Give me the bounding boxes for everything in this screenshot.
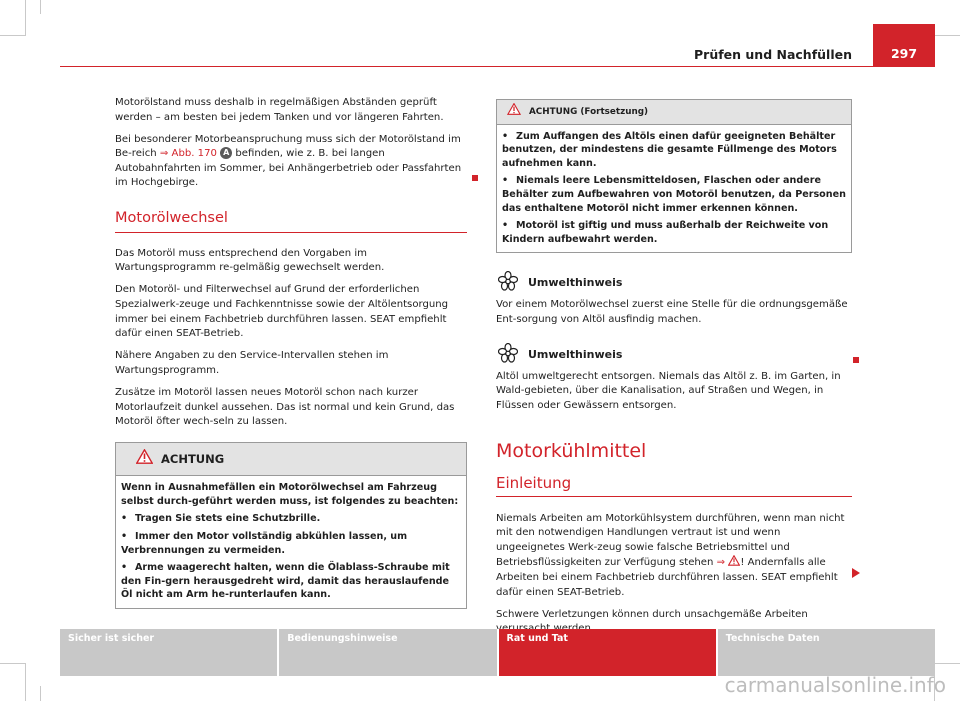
section-title: Motorölwechsel: [115, 211, 467, 233]
crop-mark: [934, 35, 960, 36]
warning-item-text: Tragen Sie stets eine Schutzbrille.: [135, 513, 321, 525]
flower-icon: [498, 271, 518, 296]
paragraph-text: befinden, wie z. B. bei langen Autobahnfahrten im Sommer, bei Anhängerbetrieb oder Passfahrten im Hochgebirge.: [115, 148, 462, 189]
left-column: [115, 96, 467, 609]
warning-header: [497, 100, 851, 125]
footer-nav: [60, 629, 935, 676]
warning-continued-box: [496, 99, 852, 253]
warning-item-text: Arme waagerecht halten, wenn die Ölablass-Schraube mit den Fin-gern herausgedreht wird, damit das herauslaufende Öl nicht am Arm he-runterlaufen kann.: [121, 562, 450, 601]
chapter-title: Motorkühlmittel: [496, 439, 647, 462]
bullet: •: [121, 513, 128, 525]
warning-label: ACHTUNG: [161, 451, 225, 466]
paragraph-text: Bei besonderer Motorbeanspruchung muss sich der Motorölstand im Be-reich: [115, 133, 461, 160]
marker-a: A: [220, 147, 232, 159]
page-number-tab: [873, 24, 935, 67]
warning-item-text: Niemals leere Lebensmitteldosen, Flaschen oder andere Behälter zum Aufbewahren von Motoröl benutzen, da Personen das enthaltene Motoröl nicht immer erkennen können.: [502, 175, 846, 214]
warning-reference-link[interactable]: [717, 557, 741, 568]
warning-item: [121, 512, 461, 526]
warning-item: [502, 219, 846, 246]
warning-item: [121, 530, 461, 557]
bullet: •: [121, 531, 128, 543]
flower-icon: [498, 343, 518, 368]
warning-box: [115, 442, 467, 609]
paragraph: Das Motoröl muss entsprechend den Vorgaben im Wartungsprogramm re-gelmäßig gewechselt werden.: [115, 247, 385, 274]
crop-mark: [25, 0, 26, 36]
warning-item: [502, 174, 846, 215]
section-end-marker: [472, 175, 478, 181]
warning-item: [121, 561, 461, 602]
footer-tab-technische-daten[interactable]: Technische Daten: [718, 629, 935, 676]
section-end-marker: [853, 357, 859, 363]
crop-mark: [934, 663, 960, 664]
reference-arrow: ⇒: [716, 557, 726, 569]
warning-item-text: Immer den Motor vollständig abkühlen lassen, um Verbrennungen zu vermeiden.: [121, 531, 408, 556]
bullet: •: [121, 562, 128, 574]
warning-intro: Wenn in Ausnahmefällen ein Motorölwechsel am Fahrzeug selbst durch-geführt werden muss, ist folgendes zu beachten:: [121, 482, 459, 507]
page-number: 297: [890, 46, 918, 61]
paragraph: Zusätze im Motoröl lassen neues Motoröl schon nach kurzer Motorlaufzeit dunkel aussehen. Das ist normal und kein Grund, das Motoröl öfter wech-seln zu lassen.: [115, 386, 455, 428]
right-column: [496, 99, 852, 644]
footer-tab-bedienungshinweise[interactable]: Bedienungshinweise: [279, 629, 498, 676]
warning-triangle-icon: [507, 103, 521, 121]
paragraph: [115, 133, 467, 191]
crop-mark: [0, 663, 26, 664]
figure-reference-link[interactable]: ⇒ Abb. 170: [159, 148, 217, 160]
crop-mark: [25, 663, 26, 701]
paragraph: Nähere Angaben zu den Service-Intervallen stehen im Wartungsprogramm.: [115, 350, 389, 376]
paragraph-text: Niemals Arbeiten am Motorkühlsystem durchführen, wenn man nicht mit den notwendigen Handlungen vertraut ist und wenn ungeeignetes Werk-zeug sowie falsche Betriebsmittel und Betriebsflüssigkeiten zur Verfügung stehen: [496, 512, 845, 569]
warning-body: [116, 476, 466, 608]
environment-note-header: [496, 271, 852, 296]
warning-item-text: Motoröl ist giftig und muss außerhalb der Reichweite von Kindern aufbewahrt werden.: [502, 220, 829, 245]
warning-triangle-icon: [728, 555, 740, 566]
footer-tab-sicher-ist-sicher[interactable]: Sicher ist sicher: [60, 629, 279, 676]
header-rule: [60, 66, 935, 67]
environment-note-header: [496, 343, 852, 368]
paragraph-text: ! Andernfalls alle Arbeiten bei einem Fachbetrieb durchführen lassen. SEAT empfiehlt dafür einen SEAT-Betrieb.: [496, 557, 838, 598]
bullet: •: [502, 220, 509, 232]
section-title: Einleitung: [496, 476, 852, 497]
footer-tab-rat-und-tat[interactable]: Rat und Tat: [499, 629, 718, 676]
environment-note-text: Vor einem Motorölwechsel zuerst eine Stelle für die ordnungsgemäße Ent-sorgung von Altöl ausfindig machen.: [496, 298, 848, 325]
continue-arrow-icon: [852, 568, 860, 578]
environment-note-text: Altöl umweltgerecht entsorgen. Niemals das Altöl z. B. im Garten, in Wald-gebieten, über die Kanalisation, auf Straßen und Wegen, in Flüssen oder Gewässern entsorgen.: [496, 370, 841, 411]
warning-header: [116, 443, 466, 477]
paragraph: Den Motoröl- und Filterwechsel auf Grund der erforderlichen Spezialwerk-zeuge und Fachkenntnisse sowie der Altölentsorgung immer bei einem Fachbetrieb durchführen lassen. SEAT empfiehlt dafür einen SEAT-Betrieb.: [115, 284, 449, 340]
warning-item-text: Zum Auffangen des Altöls einen dafür geeigneten Behälter benutzen, der mindestens die gesamte Füllmenge des Motors aufnehmen kann.: [502, 130, 837, 169]
paragraph: [496, 512, 852, 601]
paragraph: Motorölstand muss deshalb in regelmäßigen Abständen geprüft werden – am besten bei jedem Tanken und vor längeren Fahrten.: [115, 97, 444, 123]
crop-mark: [0, 35, 26, 36]
warning-label: ACHTUNG (Fortsetzung): [529, 106, 649, 117]
environment-note-title: Umwelthinweis: [528, 276, 623, 290]
warning-triangle-icon: [136, 449, 153, 470]
crop-mark: [40, 0, 41, 14]
page-header-title: Prüfen und Nachfüllen: [694, 47, 852, 62]
paragraph: Schwere Verletzungen können durch unsachgemäße Arbeiten: [496, 608, 808, 620]
crop-mark: [40, 686, 41, 701]
environment-note-title: Umwelthinweis: [528, 348, 623, 362]
bullet: •: [502, 175, 509, 187]
watermark: carmanualsonline.info: [724, 673, 946, 697]
warning-body: [497, 125, 851, 253]
warning-item: [502, 130, 846, 171]
bullet: •: [502, 130, 509, 142]
